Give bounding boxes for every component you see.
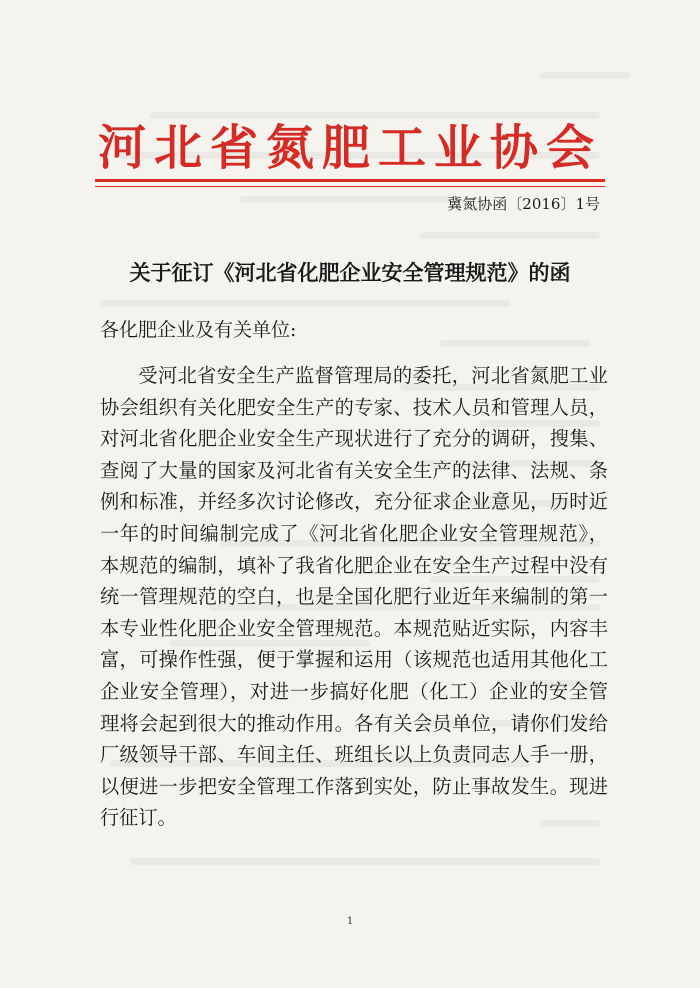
letterhead-rule-thin bbox=[95, 186, 605, 187]
letter-salutation: 各化肥企业及有关单位: bbox=[100, 319, 297, 341]
document-number: 冀氮协函〔2016〕1号 bbox=[447, 195, 600, 213]
letterhead-rule-thick bbox=[95, 179, 605, 182]
page-number: 1 bbox=[346, 916, 354, 927]
organization-letterhead: 河北省氮肥工业协会 bbox=[97, 120, 602, 176]
letter-title: 关于征订《河北省化肥企业安全管理规范》的函 bbox=[129, 260, 571, 285]
letter-body-paragraph: 受河北省安全生产监督管理局的委托，河北省氮肥工业协会组织有关化肥安全生产的专家、技术人员和管理人员，对河北省化肥企业安全生产现状进行了充分的调研，搜集、查阅了大量的国家及河北省有关安全生产的法律、法规、条例和标准，并经多次讨论修改，充分征求企业意见，历时近一年的时间编制完成了《河北省化肥企业安全管理规范》，本规范的编制，填补了我省化肥企业在安全生产过程中没有统一管理规范的空白，也是全国化肥行业近年来编制的第一本专业性化肥企业安全管理规范。本规范贴近实际，内容丰富，可操作性强，便于掌握和运用（该规范也适用其他化工企业安全管理），对进一步搞好化肥（化工）企业的安全管理将会起到很大的推动作用。各有关会员单位，请你们发给厂级领导干部、车间主任、班组长以上负责同志人手一册，以便进一步把安全管理工作落到实处，防止事故发生。现进行征订。 bbox=[100, 364, 608, 830]
